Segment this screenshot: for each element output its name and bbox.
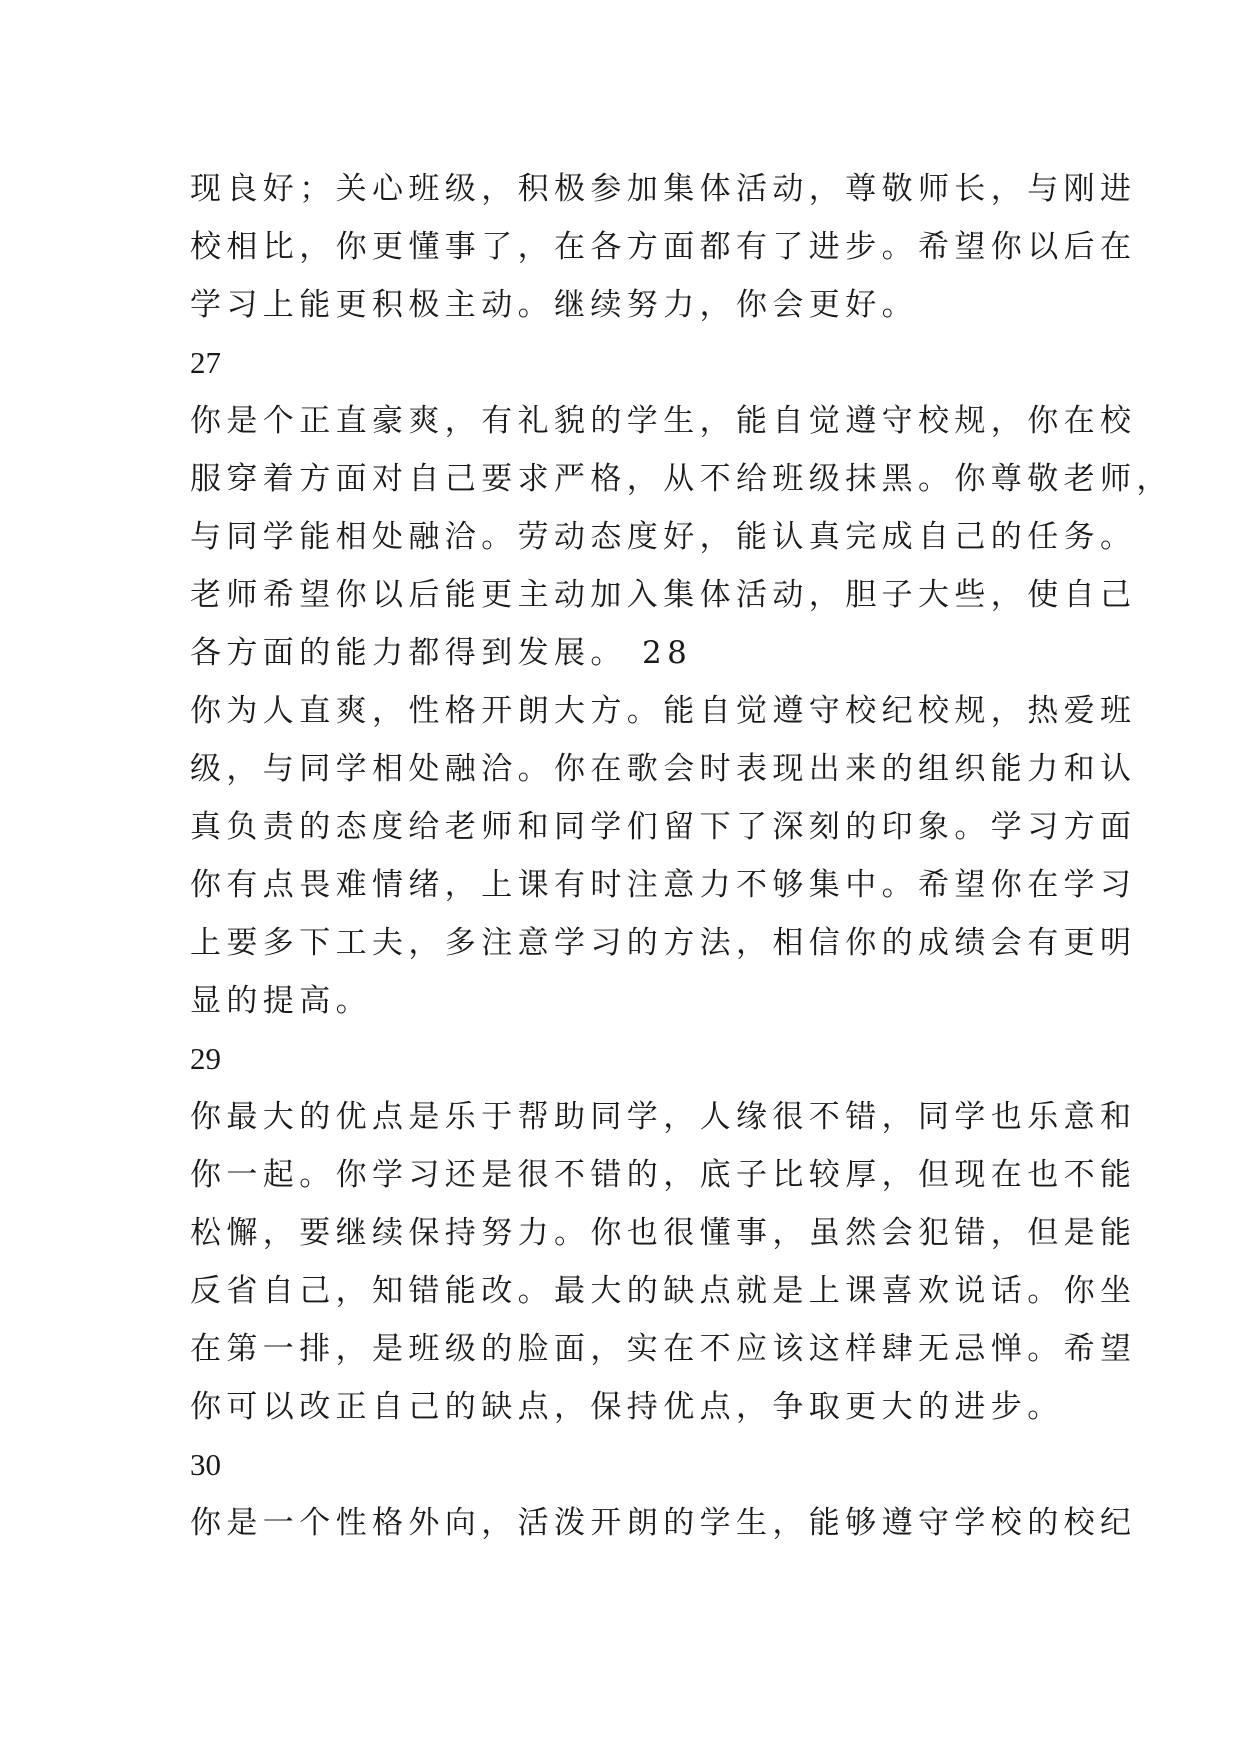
text-line: 反省自己，知错能改。最大的缺点就是上课喜欢说话。你坐 <box>190 1273 1137 1309</box>
text-line: 校相比，你更懂事了，在各方面都有了进步。希望你以后在 <box>190 229 1137 265</box>
text-line: 上要多下工夫，多注意学习的方法，相信你的成绩会有更明 <box>190 925 1137 961</box>
text-line: 服穿着方面对自己要求严格，从不给班级抹黑。你尊敬老师， <box>190 461 1173 497</box>
text-line: 你为人直爽，性格开朗大方。能自觉遵守校纪校规，热爱班 <box>190 693 1137 729</box>
text-line: 松懈，要继续保持努力。你也很懂事，虽然会犯错，但是能 <box>190 1215 1137 1251</box>
text-line: 你可以改正自己的缺点，保持优点，争取更大的进步。 <box>190 1389 1064 1425</box>
entry-number: 27 <box>190 345 221 380</box>
text-line: 在第一排，是班级的脸面，实在不应该这样肆无忌惮。希望 <box>190 1331 1137 1367</box>
text-line: 你是个正直豪爽，有礼貌的学生，能自觉遵守校规，你在校 <box>190 403 1137 439</box>
text-line: 你最大的优点是乐于帮助同学，人缘很不错，同学也乐意和 <box>190 1099 1137 1135</box>
entry-number: 29 <box>190 1041 221 1076</box>
text-line: 与同学能相处融洽。劳动态度好，能认真完成自己的任务。 <box>190 519 1137 555</box>
text-line: 你一起。你学习还是很不错的，底子比较厚，但现在也不能 <box>190 1157 1137 1193</box>
text-line: 显的提高。 <box>190 983 372 1019</box>
text-line: 真负责的态度给老师和同学们留下了深刻的印象。学习方面 <box>190 809 1137 845</box>
text-line: 级，与同学相处融洽。你在歌会时表现出来的组织能力和认 <box>190 751 1137 787</box>
text-line: 学习上能更积极主动。继续努力，你会更好。 <box>190 287 918 323</box>
text-line: 各方面的能力都得到发展。 28 <box>190 635 693 671</box>
text-line: 你有点畏难情绪，上课有时注意力不够集中。希望你在学习 <box>190 867 1137 903</box>
entry-number: 30 <box>190 1447 221 1482</box>
text-line: 你是一个性格外向，活泼开朗的学生，能够遵守学校的校纪 <box>190 1505 1137 1541</box>
text-line: 现良好；关心班级，积极参加集体活动，尊敬师长，与刚进 <box>190 171 1137 207</box>
document-body <box>190 160 1173 1552</box>
text-line: 老师希望你以后能更主动加入集体活动，胆子大些，使自己 <box>190 577 1137 613</box>
